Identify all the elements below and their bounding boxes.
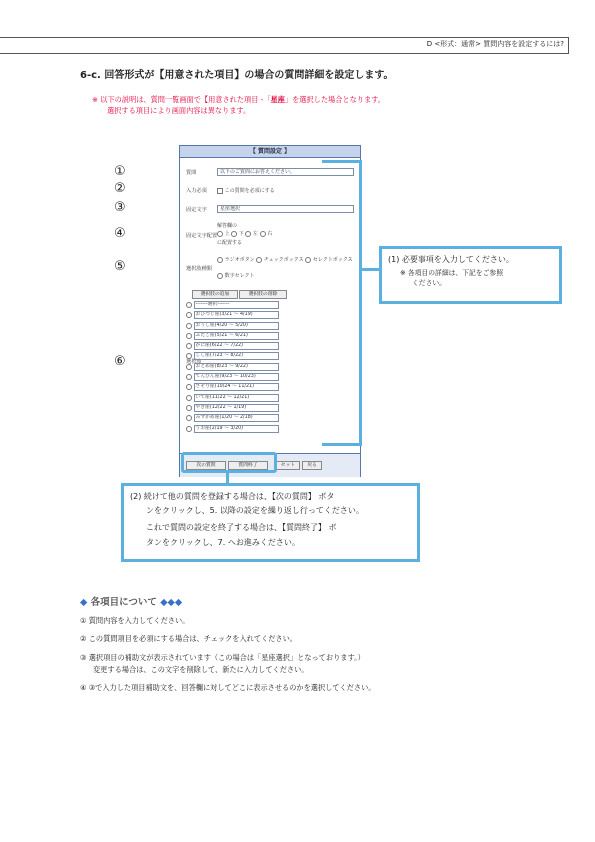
delete-choice-button[interactable]: 選択肢の削除 bbox=[239, 290, 287, 299]
choice-row[interactable]: ふたご座(5/21 ～ 6/21) bbox=[186, 332, 279, 342]
back-button[interactable]: 戻る bbox=[302, 461, 322, 470]
fixed-text-label: 固定文字 bbox=[186, 207, 207, 213]
choice-row[interactable]: てんびん座(9/23 ～ 10/23) bbox=[186, 373, 279, 383]
required-checkbox[interactable]: この質問を必須にする bbox=[217, 187, 275, 194]
callout-required-fields bbox=[379, 246, 562, 304]
choice-type-options[interactable]: ラジオボタン チェックボックス セレクトボックス bbox=[217, 256, 353, 263]
choice-row[interactable]: -------選択------- bbox=[186, 301, 279, 311]
fixed-text-input[interactable]: 星座選択 bbox=[217, 205, 354, 213]
callout1-line3: ください。 bbox=[412, 279, 446, 287]
note-line-2: 選択する項目により画面内容は異なります。 bbox=[107, 106, 251, 115]
reset-button[interactable]: セット bbox=[276, 461, 300, 470]
add-choice-button[interactable]: 選択肢の追加 bbox=[192, 290, 238, 299]
position-options[interactable]: 上 下 左 右 bbox=[217, 230, 272, 237]
item-2: ② この質問項目を必須にする場合は、チェックを入れてください。 bbox=[80, 634, 297, 643]
choice-row[interactable]: かに座(6/22 ～ 7/22) bbox=[186, 342, 279, 352]
panel-title: 【 質問設定 】 bbox=[180, 146, 360, 158]
position-line-3: に配置する bbox=[217, 240, 243, 246]
marker-2: ② bbox=[114, 181, 126, 196]
choice-type-number-select[interactable]: 数字セレクト bbox=[217, 272, 255, 279]
section-title: ◆ 各項目について ◆◆◆ bbox=[80, 597, 183, 608]
marker-5: ⑤ bbox=[114, 259, 126, 274]
finish-question-button[interactable]: 質問終了 bbox=[228, 461, 268, 470]
choice-list bbox=[186, 301, 279, 435]
choice-row[interactable]: さそり座(10/24 ～ 11/21) bbox=[186, 383, 279, 393]
choice-row[interactable]: おうし座(4/20 ～ 5/20) bbox=[186, 322, 279, 332]
bracket-top bbox=[322, 160, 362, 163]
marker-4: ④ bbox=[114, 226, 126, 241]
choice-row[interactable]: おとめ座(8/23 ～ 9/22) bbox=[186, 363, 279, 373]
item-3: ③ 選択項目の補助文が表示されています（この場合は「星座選択」となっております。） bbox=[80, 653, 365, 662]
footer-highlight bbox=[181, 452, 277, 473]
question-settings-panel bbox=[179, 145, 361, 477]
marker-3: ③ bbox=[114, 200, 126, 215]
choice-row[interactable]: やぎ座(12/22 ～ 1/19) bbox=[186, 404, 279, 414]
callout1-line2: ※ 各項目の詳細は、下記をご参照 bbox=[400, 269, 504, 277]
item-3-cont: 変更する場合は、この文字を削除して、新たに入力してください。 bbox=[93, 665, 309, 674]
callout2-line4: タンをクリックし、7. へお進みください。 bbox=[146, 538, 300, 547]
question-label: 質問 bbox=[186, 170, 197, 176]
callout2-line2: ンをクリックし、5. 以降の設定を繰り返し行ってください。 bbox=[146, 506, 364, 515]
choice-row[interactable]: みずがめ座(1/20 ～ 2/18) bbox=[186, 414, 279, 424]
question-input[interactable]: 以下のご質問にお答えください。 bbox=[217, 168, 354, 176]
callout2-line1: (2) 続けて他の質問を登録する場合は、【次の質問】 ボタ bbox=[130, 492, 335, 501]
next-question-button[interactable]: 次の質問 bbox=[186, 461, 226, 470]
choice-type-label: 選択肢種類 bbox=[186, 266, 212, 272]
marker-6: ⑥ bbox=[114, 354, 126, 369]
fixed-text-position-label: 固定文字配置 bbox=[186, 233, 218, 239]
callout-next-steps bbox=[121, 483, 420, 562]
bracket-connector bbox=[359, 268, 381, 271]
page-heading: 6-c. 回答形式が【用意された項目】の場合の質問詳細を設定します。 bbox=[80, 70, 394, 81]
choice-row[interactable]: おひつじ座(3/21 ～ 4/19) bbox=[186, 311, 279, 321]
bracket-bottom bbox=[322, 443, 362, 446]
note-line-1: ※ 以下の説明は、質問一覧画面で【用意された項目 -「星座」を選択した場合となります。 bbox=[92, 95, 385, 104]
marker-1: ① bbox=[114, 164, 126, 179]
choice-row[interactable]: いて座(11/22 ～ 12/21) bbox=[186, 394, 279, 404]
position-line-1: 解答欄の bbox=[217, 223, 238, 229]
bracket-vertical bbox=[359, 160, 362, 445]
item-4: ④ ③で入力した項目補助文を、回答欄に対してどこに表示させるのかを選択してください。 bbox=[80, 683, 376, 692]
choice-row[interactable]: しし座(7/23 ～ 8/22) bbox=[186, 352, 279, 362]
callout1-line1: (1) 必要事項を入力してください。 bbox=[388, 255, 514, 264]
header-title: D <形式：通常> 質問内容を設定するには? bbox=[426, 40, 564, 48]
required-label: 入力必須 bbox=[186, 188, 207, 194]
choice-row[interactable]: うお座(2/19 ～ 3/20) bbox=[186, 425, 279, 435]
callout2-line3: これで質問の設定を終了する場合は、【質問終了】 ボ bbox=[146, 523, 337, 532]
item-1: ① 質問内容を入力してください。 bbox=[80, 616, 190, 625]
choices-label: 選択肢 bbox=[186, 359, 202, 365]
